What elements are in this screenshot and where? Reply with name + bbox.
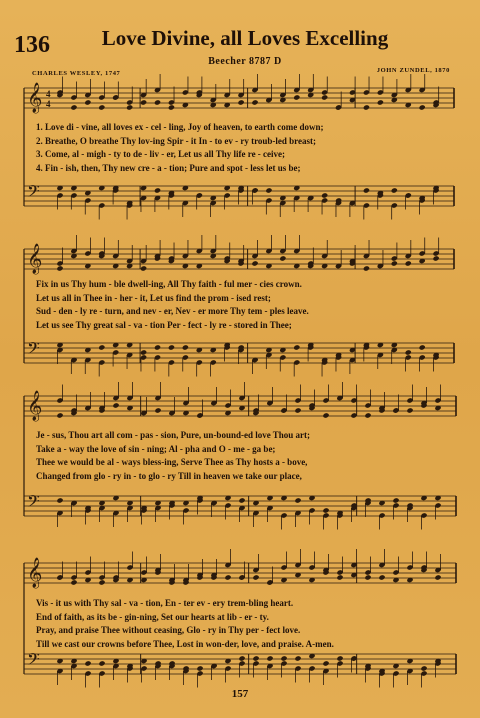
tune-name: Beecher 8787 D: [208, 56, 282, 67]
lyric-line: Thee we would be al - ways bless-ing, Serve Thee as Thy hosts a - bove,: [36, 457, 308, 468]
note-head: [279, 255, 286, 261]
note-head: [154, 344, 161, 350]
note-head: [140, 265, 147, 271]
note-head: [266, 655, 273, 661]
note-head: [293, 94, 300, 100]
hymn-number: 136: [14, 32, 50, 58]
verse-block-1: [36, 121, 458, 175]
note-head: [154, 99, 161, 105]
lyric-line: End of faith, as its be - gin-ning, Set our hearts at lib - er - ty.: [36, 611, 269, 622]
verse-block-3: [36, 429, 458, 483]
note-head: [321, 94, 328, 100]
note-head: [420, 665, 427, 671]
note-head: [154, 407, 161, 413]
note-head: [294, 497, 301, 503]
note-head: [363, 187, 370, 193]
verse-block-4: [36, 597, 458, 651]
note-head: [126, 104, 133, 110]
note-head: [434, 574, 441, 580]
note-head: [265, 187, 272, 193]
note-head: [56, 412, 63, 418]
note-head: [322, 412, 329, 418]
note-head: [377, 99, 384, 105]
note-head: [391, 187, 398, 193]
note-head: [405, 260, 412, 266]
note-head: [70, 579, 77, 585]
note-head: [154, 187, 161, 193]
note-head: [336, 655, 343, 661]
note-head: [363, 265, 370, 271]
lyric-line: Je - sus, Thou art all com - pas - sion, Pure, un-bound-ed love Thou art;: [36, 430, 311, 440]
lyric-line: 1. Love di - vine, all loves ex - cel - ling, Joy of heaven, to earth come down;: [36, 122, 324, 132]
note-head: [322, 507, 329, 513]
note-head: [293, 344, 300, 350]
note-head: [70, 104, 77, 110]
note-head: [363, 104, 370, 110]
hymn-title: Love Divine, all Loves Excelling: [101, 26, 389, 50]
bass-clef: 𝄢: [27, 491, 40, 515]
note-head: [406, 407, 413, 413]
lyric-line: 3. Come, al - migh - ty to de - liv - er, Let us all Thy life re - ceive;: [36, 149, 286, 160]
note-head: [168, 104, 175, 110]
note-head: [419, 344, 426, 350]
note-head: [405, 349, 412, 355]
note-head: [322, 660, 329, 666]
bass-clef: 𝄢: [27, 181, 40, 205]
lyric-line: Till we cast our crowns before Thee, Lost in won-der, love, and praise. A-men.: [36, 638, 334, 649]
note-head: [182, 344, 189, 350]
note-head: [56, 265, 63, 271]
note-head: [237, 99, 244, 105]
composer-credit: JOHN ZUNDEL, 1870: [376, 67, 450, 74]
lyric-line: Sud - den - ly re - turn, and nev - er, Nev - er more Thy tem - ples leave.: [36, 306, 309, 317]
note-head: [294, 655, 301, 661]
lyric-line: 4. Fin - ish, then, Thy new cre - a - tion; Pure and spot - less let us be;: [36, 162, 301, 173]
bass-clef: 𝄢: [27, 649, 40, 673]
verse-block-2: [36, 278, 458, 332]
note-head: [98, 579, 105, 585]
note-head: [98, 344, 105, 350]
note-head: [84, 99, 91, 105]
note-head: [432, 255, 439, 261]
lyric-line: Changed from glo - ry in - to glo - ry Till in heaven we take our place,: [36, 470, 302, 481]
note-head: [391, 260, 398, 266]
note-head: [140, 99, 147, 105]
note-head: [251, 99, 258, 105]
note-head: [252, 574, 259, 580]
note-head: [336, 574, 343, 580]
note-head: [252, 655, 259, 661]
treble-clef: 𝄞: [27, 83, 43, 113]
note-head: [419, 104, 426, 110]
note-head: [238, 655, 245, 661]
note-head: [280, 655, 287, 661]
lyric-line: Pray, and praise Thee without ceasing, Glo - ry in Thy per - fect love.: [36, 625, 301, 636]
treble-clef: 𝄞: [27, 558, 43, 588]
lyric-line: 2. Breathe, O breathe Thy lov-ing Spir - it In - to ev - ry troub-led breast;: [36, 135, 316, 146]
note-head: [112, 402, 119, 408]
lyric-line: Take a - way the love of sin - ning; Al - pha and O - me - ga be;: [36, 443, 276, 454]
note-head: [378, 574, 385, 580]
note-head: [140, 349, 147, 355]
bass-clef: 𝄢: [27, 338, 40, 362]
note-head: [364, 574, 371, 580]
treble-clef: 𝄞: [27, 391, 43, 421]
note-head: [98, 104, 105, 110]
note-head: [196, 665, 203, 671]
time-signature: 4: [46, 89, 51, 99]
lyric-line: Vis - it us with Thy sal - va - tion, En - ter ev - ery trem-bling heart.: [36, 598, 294, 608]
note-head: [392, 497, 399, 503]
note-head: [84, 660, 91, 666]
lyric-line: Let us all in Thee in - her - it, Let us find the prom - ised rest;: [36, 292, 271, 303]
note-head: [238, 497, 245, 503]
lyric-line: Fix in us Thy hum - ble dwell-ing, All Thy faith - ful mer - cies crown.: [36, 279, 302, 289]
note-head: [321, 192, 328, 198]
time-signature: 4: [46, 99, 51, 109]
author-credit: CHARLES WESLEY, 1747: [32, 70, 121, 77]
note-head: [364, 412, 371, 418]
page-number: 157: [231, 688, 249, 700]
lyric-line: Let us see Thy great sal - va - tion Per - fect - ly re - stored in Thee;: [36, 319, 292, 330]
note-head: [56, 497, 63, 503]
note-head: [224, 574, 231, 580]
treble-clef: 𝄞: [27, 244, 43, 274]
note-head: [294, 407, 301, 413]
note-head: [168, 344, 175, 350]
note-head: [98, 660, 105, 666]
note-head: [251, 260, 258, 266]
